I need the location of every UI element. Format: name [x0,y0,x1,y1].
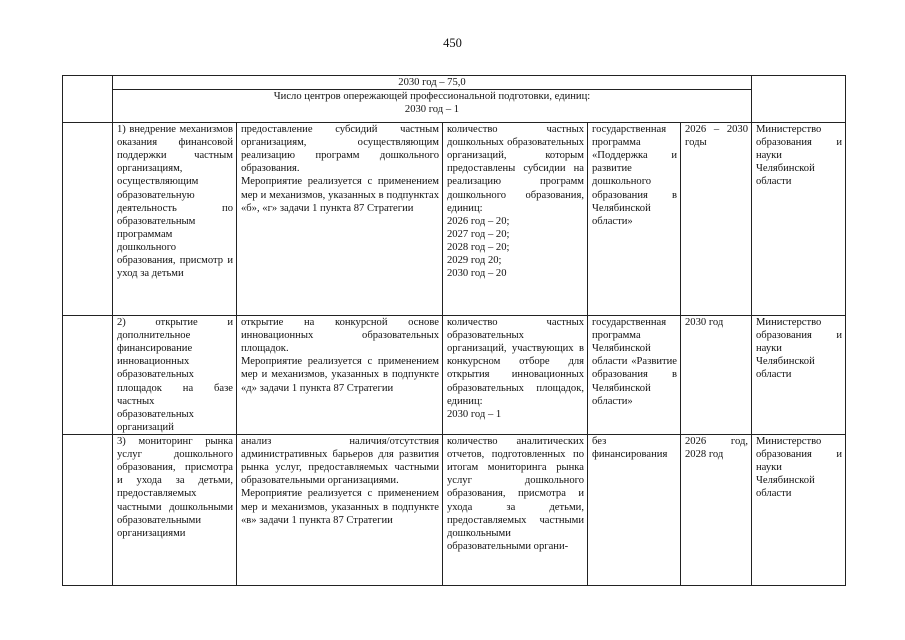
indicator-cell [443,123,588,316]
header-target-line: 2030 год – 75,0 [113,76,752,90]
period-cell: 2026 – 2030 годы [681,123,752,316]
indicator-title: Число центров опережающей профессиональной подготовки, единиц: [273,91,591,103]
blank-cell [63,76,113,123]
content-line: предоставление субсидий частным организациям, осуществляющим реализацию программ дошкольного образования. [241,124,439,175]
indicator-line: 2027 год – 20; [447,228,510,240]
blank-cell [63,316,113,435]
period-cell: 2030 год [681,316,752,435]
blank-cell [752,76,846,123]
source-cell: без финансирования [588,435,681,586]
content-cell [237,123,443,316]
table-row [63,90,846,123]
event-cell: 1) внедрение механизмов оказания финансовой поддержки частным организациям, осуществляющим образовательную деятельность по образовательным программам дошкольного образования, присмотр и уход за детьми [113,123,237,316]
source-cell: государственная программа «Поддержка и развитие дошкольного образования в Челябинской области» [588,123,681,316]
indicator-line: 2028 год – 20; [447,241,510,253]
blank-cell [63,123,113,316]
indicator-cell [443,316,588,435]
table-row [63,76,846,90]
measures-table [62,75,846,586]
content-line: Мероприятие реализуется с применением мер и механизмов, указанных в подпункте «д» задачи 1 пункта 87 Стратегии [241,356,439,394]
event-cell: 2) открытие и дополнительное финансирование инновационных образовательных площадок на базе частных образовательных организаций [113,316,237,435]
table-row [63,316,846,435]
indicator-line: 2030 год – 20 [447,268,507,280]
executor-cell: Министерство образования и науки Челябинской области [752,123,846,316]
indicator-value: 2030 год – 1 [404,104,460,116]
source-cell: государственная программа Челябинской области «Развитие образования в Челябинской области» [588,316,681,435]
indicator-line: количество частных дошкольных образовательных организаций, которым предоставлены субсидии на реализацию программ дошкольного образования, единиц: [447,124,584,214]
indicator-line: 2026 год – 20; [447,215,510,227]
content-cell [237,316,443,435]
executor-cell: Министерство образования и науки Челябинской области [752,435,846,586]
executor-cell: Министерство образования и науки Челябинской области [752,316,846,435]
table-row [63,435,846,586]
table-row [63,123,846,316]
event-cell: 3) мониторинг рынка услуг дошкольного образования, присмотра и ухода за детьми, предоставляемых частными дошкольными образовательными организациями [113,435,237,586]
content-cell [237,435,443,586]
indicator-line: 2029 год 20; [447,255,502,267]
page-number: 450 [443,36,462,50]
content-line: Мероприятие реализуется с применением мер и механизмов, указанных в подпункте «в» задачи 1 пункта 87 Стратегии [241,488,439,526]
indicator-line: количество аналитических отчетов, подготовленных по итогам мониторинга рынка услуг дошкольного образования, присмотра и ухода за детьми, предоставляемых частными дошкольными образовательными органи- [447,436,584,552]
indicator-line: количество частных образовательных организаций, участвующих в конкурсном отборе для открытия инновационных образовательных площадок, единиц: [447,317,584,407]
indicator-cell [443,435,588,586]
blank-cell [63,435,113,586]
content-line: анализ наличия/отсутствия административных барьеров для развития рынка услуг, предоставляемых частными образовательными организациями. [241,436,439,487]
content-line: открытие на конкурсной основе инновационных образовательных площадок. [241,317,439,355]
header-indicator-cell [113,90,752,123]
period-cell: 2026 год, 2028 год [681,435,752,586]
indicator-line: 2030 год – 1 [447,408,502,420]
content-line: Мероприятие реализуется с применением мер и механизмов, указанных в подпунктах «б», «г» задачи 1 пункта 87 Стратегии [241,176,439,214]
